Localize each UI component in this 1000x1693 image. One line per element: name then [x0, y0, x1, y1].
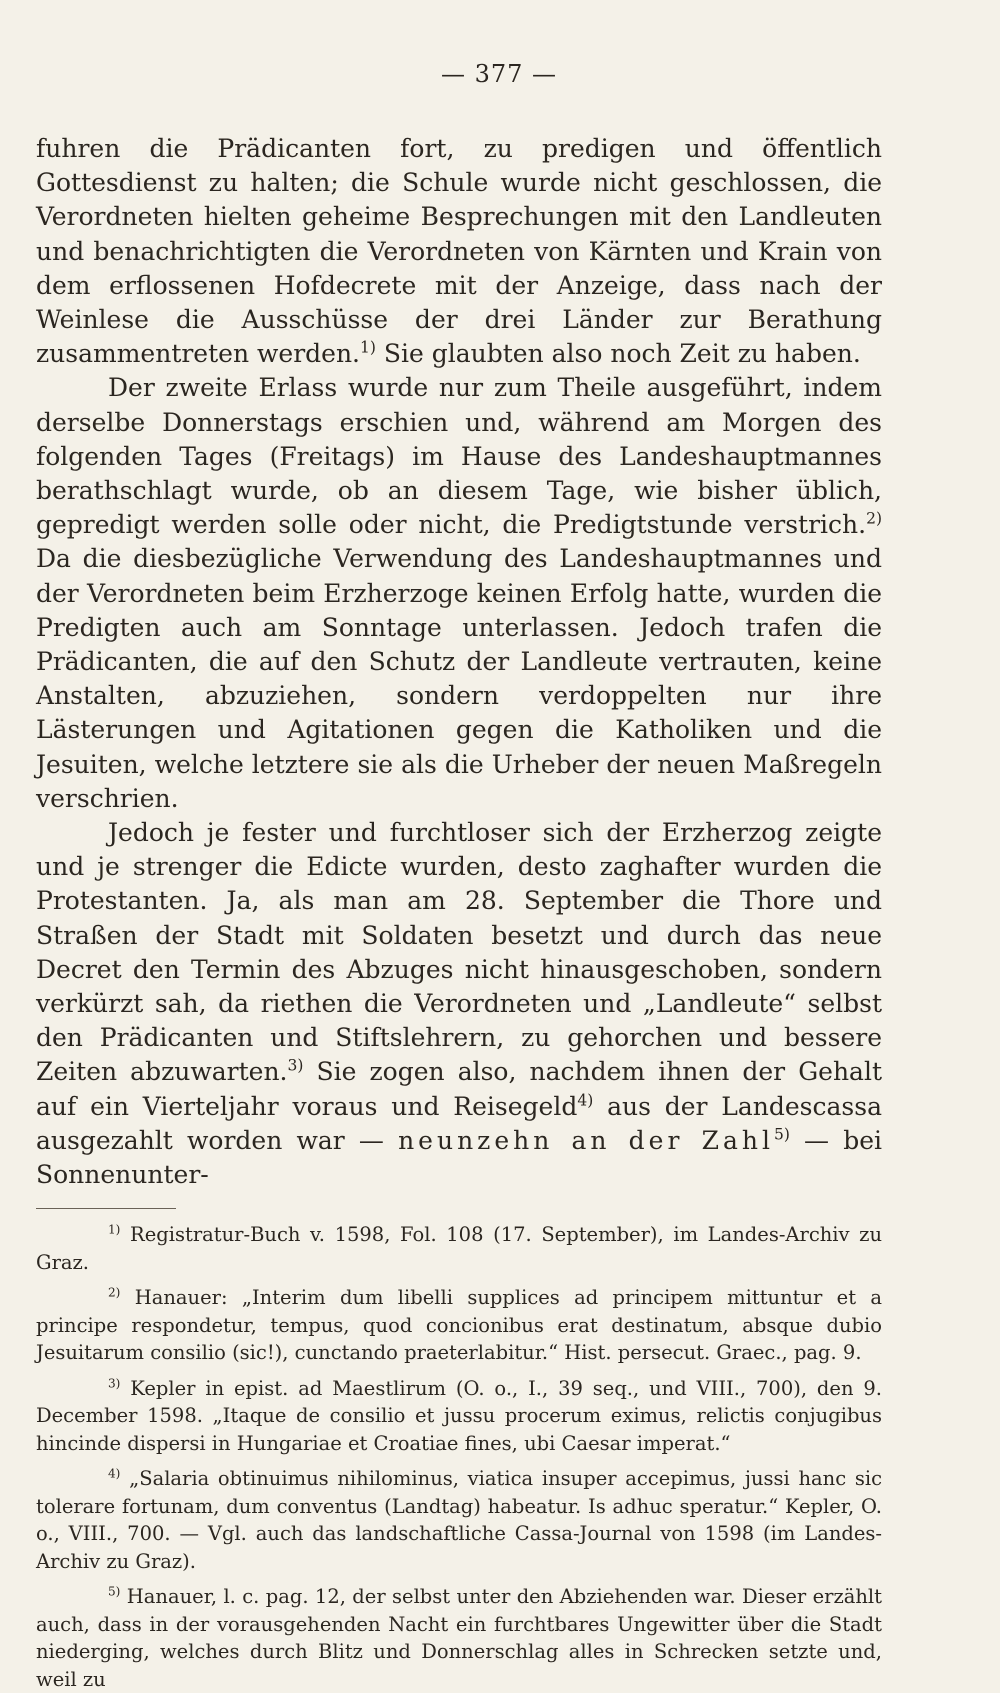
paragraph-text: Jedoch je fester und furchtloser sich der Erzherzog zeigte und je strenger die Edicte wurden, desto zaghafter wurden die Protestanten. Ja, als man am 28. September die Thore und Straßen der Stadt mit Soldaten besetzt und durch das neue Decret den Termin des Abzuges nicht hinausgeschoben, sondern verkürzt sah, da riethen die Verordneten und „Landleute“ selbst den Prädicanten und Stiftslehrern, zu gehorchen und bessere Zeiten abzuwarten.: [36, 818, 882, 1087]
footnote-reference: 4): [577, 1091, 594, 1110]
footnote-text: „Salaria obtinuimus nihilominus, viatica insuper accepimus, jussi hanc sic tolerare fortunam, dum conventus (Landtag) habeatur. Is adhuc speratur.“ Kepler, O. o., VIII., 700. — Vgl. auch das landschaftliche Cassa-Journal von 1598 (im Landes-Archiv zu Graz).: [36, 1467, 882, 1573]
footnote-2: [36, 1284, 882, 1367]
footnote-text: Kepler in epist. ad Maestlirum (O. o., I., 39 seq., und VIII., 700), den 9. December 1598. „Itaque de consilio et jussu procerum eximus, relictis conjugibus hincinde dispersi in Hungariae et Croatiae fines, ubi Caesar imperat.“: [36, 1376, 883, 1455]
paragraph-text: Sie glaubten also noch Zeit zu haben.: [375, 339, 861, 369]
footnote-mark: 2): [108, 1285, 121, 1300]
paragraph-text: Da die diesbezügliche Verwendung des Landeshauptmannes und der Verordneten beim Erzherzoge keinen Erfolg hatte, wurden die Predigten auch am Sonntage unterlassen. Jedoch trafen die Prädicanten, die auf den Schutz der Landleute vertrauten, keine Anstalten, abzuziehen, sondern verdoppelten nur ihre Lästerungen und Agitationen gegen die Katholiken und die Jesuiten, welche letztere sie als die Urheber der neuen Maßregeln verschrien.: [36, 544, 882, 813]
paragraph-text: fuhren die Prädicanten fort, zu predigen und öffentlich Gottesdienst zu halten; die Schule wurde nicht geschlossen, die Verordneten hielten geheime Besprechungen mit den Landleuten und benachrichtigten die Verordneten von Kärnten und Krain von dem erflossenen Hofdecrete mit der Anzeige, dass nach der Weinlese die Ausschüsse der drei Länder zur Berathung zusammentreten werden.: [36, 134, 882, 369]
footnote-mark: 4): [108, 1466, 121, 1481]
footnote-reference: 5): [773, 1125, 790, 1144]
paragraph-1: [36, 132, 882, 371]
footnote-text: Registratur-Buch v. 1598, Fol. 108 (17. September), im Landes-Archiv zu Graz.: [36, 1223, 883, 1274]
footnote-reference: 3): [287, 1057, 304, 1076]
footnote-mark: 5): [108, 1584, 121, 1599]
footnote-reference: 1): [360, 338, 376, 357]
footnote-5: [36, 1583, 882, 1693]
footnotes: [36, 1221, 882, 1693]
paragraph-3: [36, 816, 882, 1192]
footnote-mark: 1): [108, 1222, 121, 1237]
footnote-3: [36, 1375, 882, 1458]
paragraph-text: — bei Sonnenunter-: [36, 1125, 883, 1190]
footnote-1: [36, 1221, 882, 1276]
footnote-divider: [36, 1208, 176, 1209]
paragraph-text: Der zweite Erlass wurde nur zum Theile ausgeführt, indem derselbe Donnerstags erschien und, während am Morgen des folgenden Tages (Freitags) im Hause des Landeshauptmannes berathschlagt wurde, ob an diesem Tage, wie bisher üblich, gepredigt werden solle oder nicht, die Predigtstunde verstrich.: [36, 373, 882, 540]
paragraph-text: Sie zogen also, nachdem ihnen der Gehalt auf ein Vierteljahr voraus und Reisegeld: [36, 1057, 883, 1121]
footnote-text: Hanauer: „Interim dum libelli supplices ad principem mittuntur et a principe respondetur, tempus, quod concionibus erat destinatum, absque dubio Jesuitarum consilio (sic!), cunctando praeterlabitur.“ Hist. persecut. Graec., pag. 9.: [36, 1286, 882, 1365]
page-number: — 377 —: [440, 60, 558, 88]
body-text: [36, 132, 882, 1192]
footnote-4: [36, 1465, 882, 1575]
footnote-mark: 3): [108, 1376, 121, 1391]
paragraph-2: [36, 371, 882, 816]
footnote-text: Hanauer, l. c. pag. 12, der selbst unter den Abziehenden war. Dieser erzählt auch, dass in der vorausgehenden Nacht ein furchtbares Ungewitter über die Stadt niederging, welches durch Blitz und Donnerschlag alles in Schrecken setzte und, weil zu: [36, 1585, 882, 1691]
paragraph-text: aus der Landescassa ausgezahlt worden war —: [36, 1091, 882, 1155]
emphasized-text: neunzehn an der Zahl: [398, 1125, 774, 1155]
footnote-reference: 2): [866, 509, 882, 528]
